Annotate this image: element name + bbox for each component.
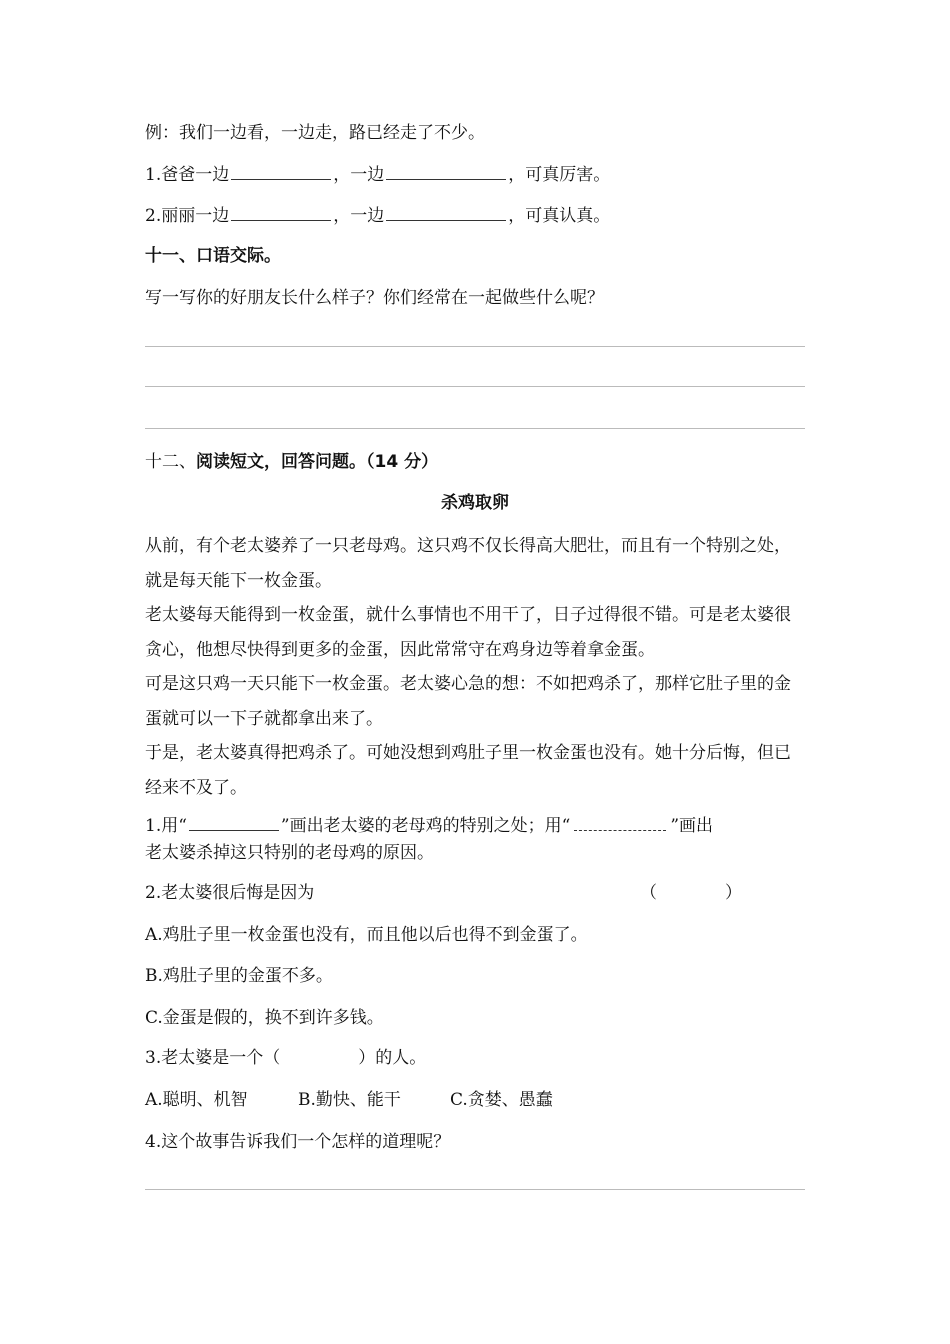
- q12-3-suffix: ）的人。: [358, 1048, 427, 1068]
- q10-1-prefix: 1.爸爸一边: [145, 165, 230, 185]
- q10-2-middle: ，一边: [333, 206, 385, 226]
- q10-2-suffix: ，可真认真。: [508, 206, 611, 226]
- answer-blank[interactable]: [231, 163, 331, 180]
- wavy-line-marker: [574, 816, 666, 831]
- q12-1-part2: ”画出老太婆的老母鸡的特别之处；用“: [280, 816, 571, 836]
- question-12-1-cont: 老太婆杀掉这只特别的老母鸡的原因。: [145, 843, 434, 863]
- q10-2-prefix: 2.丽丽一边: [145, 206, 230, 226]
- straight-line-marker: [189, 814, 279, 831]
- q12-1-part3: ”画出: [670, 816, 714, 836]
- question-10-1: [145, 163, 610, 186]
- question-12-2: 2.老太婆很后悔是因为: [145, 883, 315, 903]
- question-12-4: 4.这个故事告诉我们一个怎样的道理呢？: [145, 1132, 451, 1152]
- section-12-instruction: 阅读短文，回答问题。（14 分）: [196, 452, 439, 472]
- answer-blank[interactable]: [386, 163, 506, 180]
- question-10-2: [145, 204, 610, 227]
- option-c: C.金蛋是假的，换不到许多钱。: [145, 1008, 384, 1028]
- question-12-3: [145, 1047, 426, 1069]
- story-title: 杀鸡取卵: [441, 493, 509, 513]
- q12-3-prefix: 3.老太婆是一个（: [145, 1048, 281, 1068]
- story-paragraph-4: 于是，老太婆真得把鸡杀了。可她没想到鸡肚子里一枚金蛋也没有。她十分后悔，但已经来不及了。: [145, 743, 791, 798]
- option-b: B.鸡肚子里的金蛋不多。: [145, 966, 333, 986]
- example-sentence: 例：我们一边看，一边走，路已经走了不少。: [145, 123, 485, 143]
- story-paragraph-2: 老太婆每天能得到一枚金蛋，就什么事情也不用干了，日子过得很不错。可是老太婆很贪心，他想尽快得到更多的金蛋，因此常常守在鸡身边等着拿金蛋。: [145, 605, 791, 660]
- story-paragraph-3: 可是这只鸡一天只能下一枚金蛋。老太婆心急的想：不如把鸡杀了，那样它肚子里的金蛋就可以一下子就都拿出来了。: [145, 674, 791, 729]
- q12-3-option-b: B.勤快、能干: [298, 1090, 401, 1110]
- option-a: A.鸡肚子里一枚金蛋也没有，而且他以后也得不到金蛋了。: [145, 925, 588, 945]
- answer-paren[interactable]: （ ）: [640, 883, 742, 903]
- story-paragraph-1: 从前，有个老太婆养了一只老母鸡。这只鸡不仅长得高大肥壮，而且有一个特别之处，就是每天能下一枚金蛋。: [145, 536, 791, 591]
- writing-line[interactable]: [145, 386, 805, 387]
- q10-1-middle: ，一边: [333, 165, 385, 185]
- q10-1-suffix: ，可真厉害。: [508, 165, 611, 185]
- section-12-title: [145, 451, 438, 473]
- writing-line[interactable]: [145, 346, 805, 347]
- section-12-number: 十二、: [145, 452, 196, 472]
- answer-blank[interactable]: [231, 204, 331, 221]
- section-11-title: 十一、口语交际。: [145, 246, 281, 266]
- q12-3-option-c: C.贪婪、愚蠢: [450, 1090, 553, 1110]
- writing-line[interactable]: [145, 1189, 805, 1190]
- question-12-1: [145, 814, 713, 837]
- q12-1-part1: 1.用“: [145, 816, 187, 836]
- answer-blank[interactable]: [386, 204, 506, 221]
- section-11-prompt: 写一写你的好朋友长什么样子？你们经常在一起做些什么呢？: [145, 288, 604, 308]
- writing-line[interactable]: [145, 428, 805, 429]
- q12-3-option-a: A.聪明、机智: [145, 1090, 248, 1110]
